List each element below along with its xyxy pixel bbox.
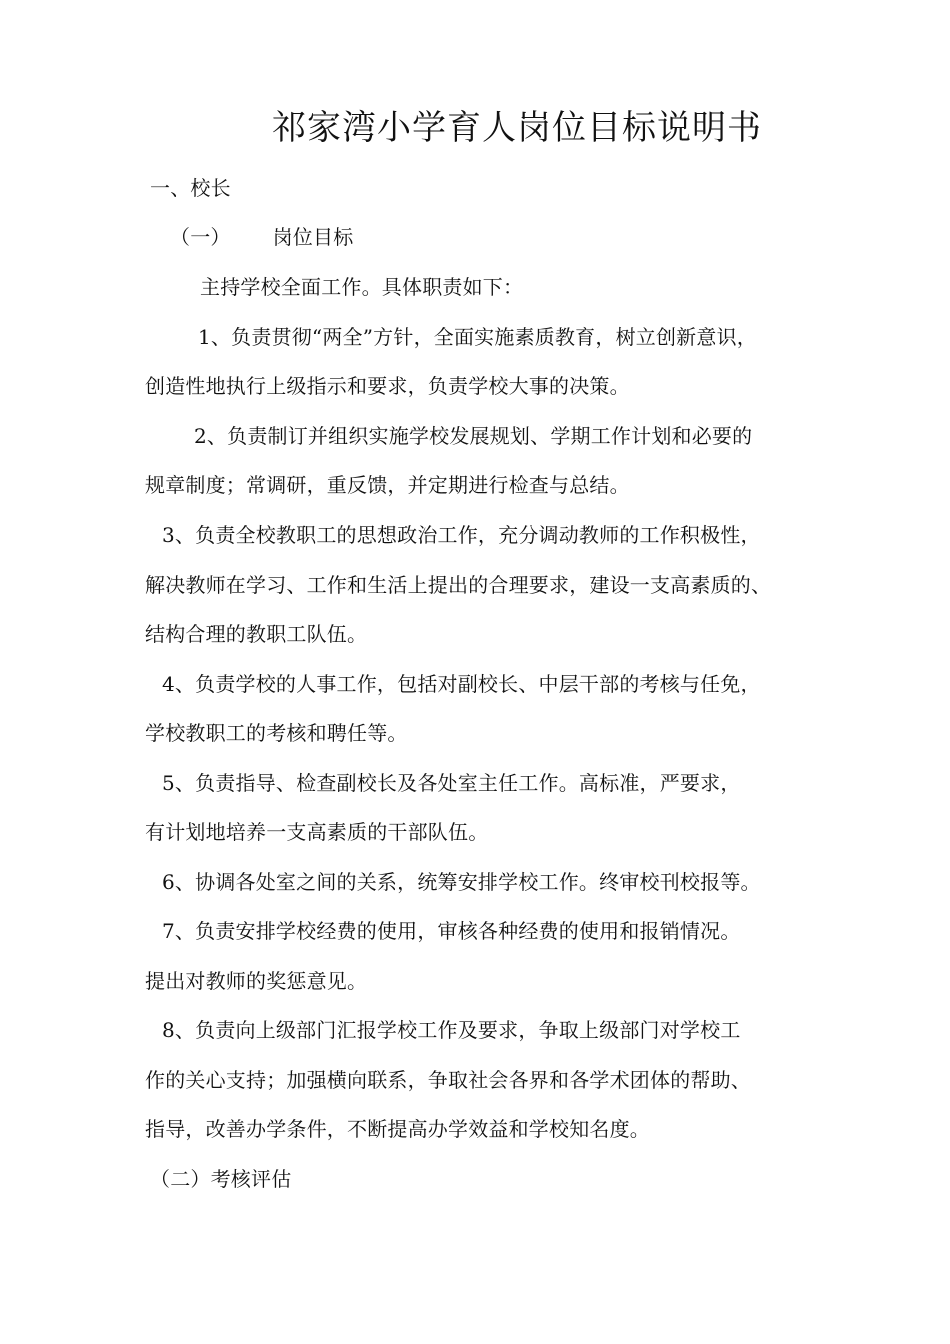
duty-2-line-1: 2、负责制订并组织实施学校发展规划、学期工作计划和必要的 xyxy=(194,424,753,448)
duty-6-line-1: 6、协调各处室之间的关系，统筹安排学校工作。终审校刊校报等。 xyxy=(162,870,761,894)
duty-7-line-2: 提出对教师的奖惩意见。 xyxy=(145,969,368,993)
subsection-number: （一） xyxy=(170,225,231,249)
duty-8-line-1: 8、负责向上级部门汇报学校工作及要求，争取上级部门对学校工 xyxy=(162,1018,741,1042)
duty-3-line-2: 解决教师在学习、工作和生活上提出的合理要求，建设一支高素质的、 xyxy=(145,573,772,597)
intro-paragraph: 主持学校全面工作。具体职责如下： xyxy=(200,275,524,299)
subsection-title: 岗位目标 xyxy=(272,225,354,249)
section-heading-principal: 一、校长 xyxy=(150,176,231,200)
duty-5-line-2: 有计划地培养一支高素质的干部队伍。 xyxy=(145,820,489,844)
duty-1-line-1: 1、负责贯彻“两全”方针，全面实施素质教育，树立创新意识， xyxy=(198,325,757,349)
subsection-heading-goals xyxy=(170,222,840,252)
duty-5-line-1: 5、负责指导、检查副校长及各处室主任工作。高标准，严要求， xyxy=(162,771,741,795)
duty-3-line-1: 3、负责全校教职工的思想政治工作，充分调动教师的工作积极性， xyxy=(162,523,761,547)
duty-2-line-2: 规章制度；常调研，重反馈，并定期进行检查与总结。 xyxy=(145,473,630,497)
duty-8-line-3: 指导，改善办学条件，不断提高办学效益和学校知名度。 xyxy=(145,1117,650,1141)
duty-1-line-2: 创造性地执行上级指示和要求，负责学校大事的决策。 xyxy=(145,374,630,398)
duty-8-line-2: 作的关心支持；加强横向联系，争取社会各界和各学术团体的帮助、 xyxy=(145,1068,751,1092)
subsection-heading-evaluation: （二）考核评估 xyxy=(150,1167,292,1191)
duty-4-line-2: 学校教职工的考核和聘任等。 xyxy=(145,721,408,745)
duty-7-line-1: 7、负责安排学校经费的使用，审核各种经费的使用和报销情况。 xyxy=(162,919,741,943)
duty-4-line-1: 4、负责学校的人事工作，包括对副校长、中层干部的考核与任免， xyxy=(162,672,761,696)
duty-3-line-3: 结构合理的教职工队伍。 xyxy=(145,622,368,646)
document-title: 祁家湾小学育人岗位目标说明书 xyxy=(272,108,762,148)
